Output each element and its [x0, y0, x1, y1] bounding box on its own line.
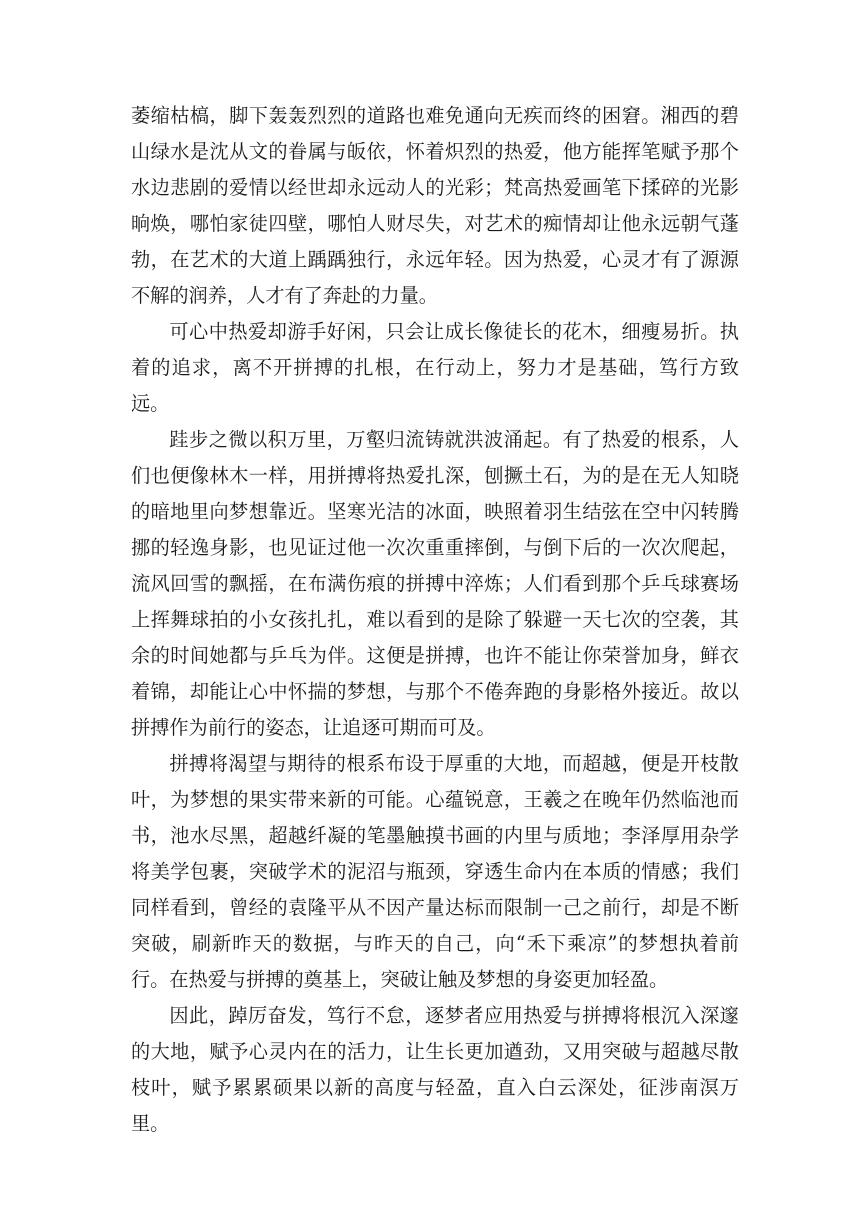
- paragraph-continuation: 萎缩枯槁，脚下轰轰烈烈的道路也难免通向无疾而终的困窘。湘西的碧山绿水是沈从文的眷属与皈依，怀着炽烈的热爱，他方能挥笔赋予那个水边悲剧的爱情以经世却永远动人的光彩；梵高热爱画笔下揉碎的光影晌焕，哪怕家徒四壁，哪怕人财尽失，对艺术的痴情却让他永远朝气蓬勃，在艺术的大道上踽踽独行，永远年轻。因为热爱，心灵才有了源源不解的润养，人才有了奔赴的力量。: [131, 104, 739, 307]
- paragraph-conclusion: 因此，踔厉奋发，笃行不怠，逐梦者应用热爱与拼搏将根沉入深邃的大地，赋予心灵内在的活力，让生长更加遒劲，又用突破与超越尽散枝叶，赋予累累硕果以新的高度与轻盈，直入白云深处，征涉南溟万里。: [131, 1004, 739, 1135]
- essay-body: [131, 98, 739, 1142]
- paragraph-striving: 跬步之微以积万里，万壑归流铸就洪波涌起。有了热爱的根系，人们也便像林木一样，用拼搏将热爱扎深，刨撅土石，为的是在无人知晓的暗地里向梦想靠近。坚寒光洁的冰面，映照着羽生结弦在空中闪转腾挪的轻逸身影，也见证过他一次次重重摔倒，与倒下后的一次次爬起，流风回雪的飘摇，在布满伤痕的拼搏中淬炼；人们看到那个乒乓球赛场上挥舞球拍的小女孩扎扎，难以看到的是除了躲避一天七次的空袭，其余的时间她都与乒乓为伴。这便是拼搏，也许不能让你荣誉加身，鲜衣着锦，却能让心中怀揣的梦想，与那个不倦奔跑的身影格外接近。故以拼搏作为前行的姿态，让追逐可期而可及。: [131, 428, 739, 739]
- paragraph-passion-and-effort: 可心中热爱却游手好闲，只会让成长像徒长的花木，细瘦易折。执着的追求，离不开拼搏的扎根，在行动上，努力才是基础，笃行方致远。: [131, 320, 739, 415]
- paragraph-surpassing: 拼搏将渴望与期待的根系布设于厚重的大地，而超越，便是开枝散叶，为梦想的果实带来新的可能。心蕴锐意，王羲之在晚年仍然临池而书，池水尽黑，超越纤凝的笔墨触摸书画的内里与质地；李泽厚用杂学将美学包裹，突破学术的泥沼与瓶颈，穿透生命内在本质的情感；我们同样看到，曾经的袁隆平从不因产量达标而限制一己之前行，却是不断突破，刷新昨天的数据，与昨天的自己，向“禾下乘凉”的梦想执着前行。在热爱与拼搏的奠基上，突破让触及梦想的身姿更加轻盈。: [131, 752, 739, 991]
